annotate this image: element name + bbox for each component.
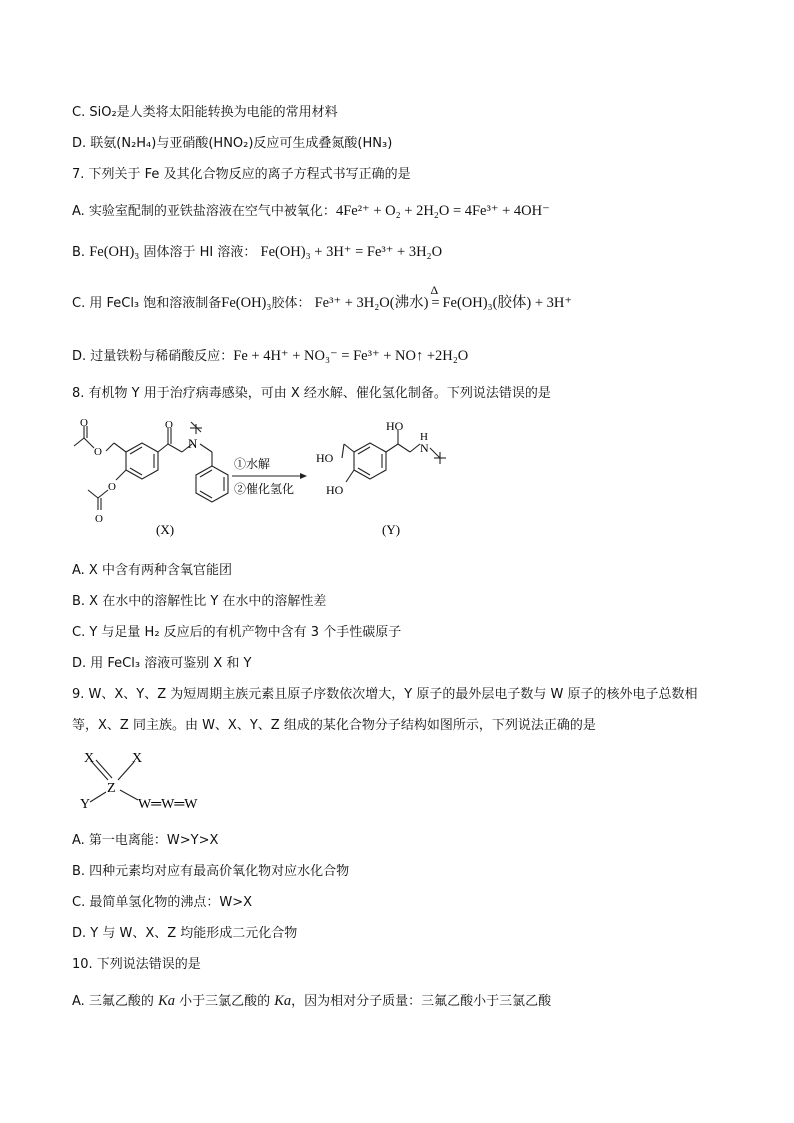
question-8: 8. 有机物 Y 用于治疗病毒感染，可由 X 经水解、催化氢化制备。下列说法错误的是 <box>72 386 551 401</box>
reaction-scheme-figure <box>64 418 464 548</box>
y-nitrogen-label: N <box>420 441 429 455</box>
molecule-y-label: (Y) <box>382 522 401 537</box>
option-7b-text: 固体溶于 HI 溶液： <box>139 245 257 260</box>
molecule-x-skeleton <box>74 422 228 510</box>
molecule-structure-figure <box>76 748 236 818</box>
option-9d: D. Y 与 W、X、Z 均能形成二元化合物 <box>72 926 298 941</box>
option-10a-part-3: ，因为相对分子质量：三氟乙酸小于三氯乙酸 <box>291 994 552 1009</box>
molecule-y-skeleton <box>342 430 446 482</box>
option-7a-label: A. 实验室配制的亚铁盐溶液在空气中被氧化： <box>72 204 336 219</box>
option-6c: C. SiO₂是人类将太阳能转换为电能的常用材料 <box>72 105 338 120</box>
carbonyl-oxygen-label: O <box>80 418 88 429</box>
molecule-x-label: (X) <box>156 522 175 537</box>
y-nh-hydrogen-label: H <box>420 431 428 443</box>
option-7b-formula: Fe(OH)₃ <box>89 244 140 260</box>
y-phenol-label: HO <box>326 483 344 497</box>
option-7d-equation: Fe + 4H⁺ + NO₃⁻ = Fe³⁺ + NO↑ +2H₂O <box>233 348 469 364</box>
option-6d: D. 联氨(N₂H₄)与亚硝酸(HNO₂)反应可生成叠氮酸(HN₃) <box>72 136 393 151</box>
w-chain: W═W═W <box>138 797 198 812</box>
ka-symbol-2: Ka <box>274 993 292 1009</box>
option-7c-heat-equals: Δ = <box>430 283 440 311</box>
option-8a: A. X 中含有两种含氧官能团 <box>72 563 232 578</box>
atom-y: Y <box>80 797 91 812</box>
question-10: 10. 下列说法错误的是 <box>72 957 201 972</box>
y-hydroxyl-top-label: HO <box>386 419 404 433</box>
ka-symbol-1: Ka <box>158 993 175 1009</box>
ester-oxygen-label: O <box>94 446 102 458</box>
option-9a: A. 第一电离能：W>Y>X <box>72 833 219 848</box>
y-hydroxymethyl-label: HO <box>316 451 334 465</box>
question-9-line-1: 9. W、X、Y、Z 为短周期主族元素且原子序数依次增大，Y 原子的最外层电子数与 W 原子的核外电子总数相 <box>72 687 698 702</box>
option-8d: D. 用 FeCl₃ 溶液可鉴别 X 和 Y <box>72 656 252 671</box>
atom-z: Z <box>107 781 116 796</box>
option-7b-equation: Fe(OH)₃ + 3H⁺ = Fe³⁺ + 3H₂O <box>260 244 443 260</box>
atom-x-left: X <box>84 751 95 766</box>
option-7c-equation-right: Fe(OH)₃(胶体) + 3H⁺ <box>442 295 573 311</box>
option-7c-formula: Fe(OH)₃ <box>221 295 272 311</box>
bottom-carbonyl-oxygen-label: O <box>95 513 103 525</box>
option-10a <box>72 992 551 1011</box>
reaction-arrowhead <box>300 473 307 479</box>
question-7: 7. 下列关于 Fe 及其化合物反应的离子方程式书写正确的是 <box>72 167 411 182</box>
option-7d-label: D. 过量铁粉与稀硝酸反应： <box>72 349 234 364</box>
option-7c-equation-left: Fe³⁺ + 3H₂O(沸水) <box>314 295 429 311</box>
option-7d <box>72 347 468 366</box>
option-7a <box>72 202 550 221</box>
option-7b-label: B. <box>72 245 90 260</box>
atom-x-right: X <box>132 751 143 766</box>
option-7c-text: 胶体： <box>271 296 311 311</box>
option-7c <box>72 283 573 313</box>
option-9c: C. 最简单氢化物的沸点：W>X <box>72 895 252 910</box>
option-7b <box>72 243 442 262</box>
phenol-ester-oxygen-label: O <box>108 481 116 493</box>
option-9b: B. 四种元素均对应有最高价氧化物对应水化合物 <box>72 864 350 879</box>
option-8b: B. X 在水中的溶解性比 Y 在水中的溶解性差 <box>72 594 327 609</box>
question-9-line-2: 等，X、Z 同主族。由 W、X、Y、Z 组成的某化合物分子结构如图所示，下列说法正确的是 <box>72 718 596 733</box>
delta-symbol: Δ <box>430 283 439 297</box>
option-7c-label: C. 用 FeCl₃ 饱和溶液制备 <box>72 296 222 311</box>
option-10a-part-2: 小于三氯乙酸的 <box>174 994 275 1009</box>
option-8c: C. Y 与足量 H₂ 反应后的有机产物中含有 3 个手性碳原子 <box>72 625 402 640</box>
reaction-step-2: ②催化氢化 <box>234 482 295 496</box>
option-10a-part-1: A. 三氟乙酸的 <box>72 994 159 1009</box>
reaction-step-1: ①水解 <box>234 457 271 471</box>
ketone-oxygen-label: O <box>165 419 173 431</box>
option-7a-equation: 4Fe²⁺ + O₂ + 2H₂O = 4Fe³⁺ + 4OH⁻ <box>335 203 550 219</box>
nitrogen-label: N <box>188 436 198 451</box>
